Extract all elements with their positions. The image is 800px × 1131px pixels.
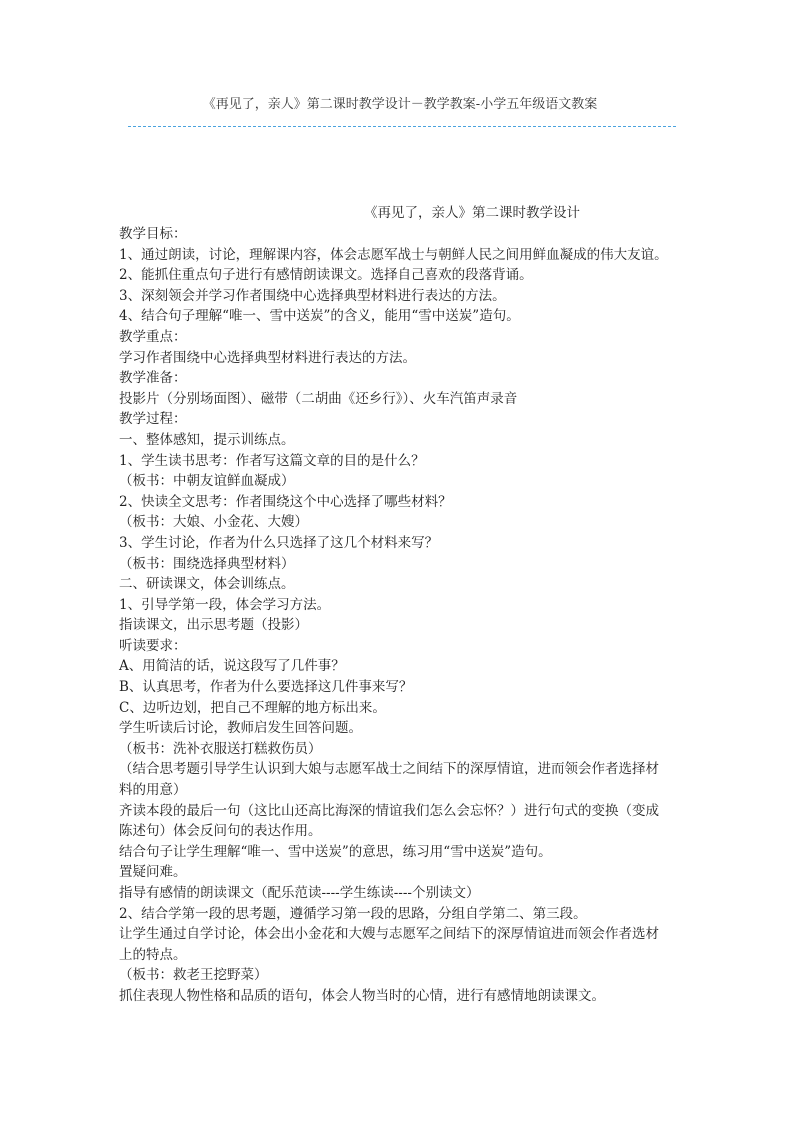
text-line: 齐读本段的最后一句（这比山还高比海深的情谊我们怎么会忘怀？）进行句式的变换（变成 (119, 802, 659, 819)
document-body (119, 224, 699, 1007)
text-line: 1、通过朗读，讨论，理解课内容，体会志愿军战士与朝鲜人民之间用鲜血凝成的伟大友谊。 (119, 246, 668, 263)
text-line: （板书：中朝友谊鲜血凝成） (119, 473, 295, 490)
text-line: 4、结合句子理解“唯一、雪中送炭”的含义，能用“雪中送炭”造句。 (119, 308, 520, 325)
text-line: 二、研读课文，体会训练点。 (119, 576, 295, 593)
text-line: 学生听读后讨论，教师启发生回答问题。 (119, 720, 362, 737)
text-line: 指读课文，出示思考题（投影） (119, 617, 308, 634)
text-line: 2、能抓住重点句子进行有感情朗读课文。选择自己喜欢的段落背诵。 (119, 267, 533, 284)
text-line: 教学过程： (119, 411, 187, 428)
text-line: 听读要求： (119, 637, 187, 654)
text-line: 结合句子让学生理解“唯一、雪中送炭”的意思，练习用“雪中送炭”造句。 (119, 843, 552, 860)
text-line: 2、结合学第一段的思考题，遵循学习第一段的思路，分组自学第二、第三段。 (119, 905, 587, 922)
text-line: A、用简洁的话，说这段写了几件事？ (119, 658, 345, 675)
text-line: C、边听边划，把自己不理解的地方标出来。 (119, 699, 386, 716)
text-line: 上的特点。 (119, 946, 187, 963)
text-line: 教学重点： (119, 328, 187, 345)
text-line: 3、学生讨论，作者为什么只选择了这几个材料来写？ (119, 534, 439, 551)
text-line: 料的用意） (119, 782, 187, 799)
text-line: B、认真思考，作者为什么要选择这几件事来写？ (119, 679, 413, 696)
text-line: 教学目标： (119, 226, 187, 242)
text-line: 投影片（分别场面图）、磁带（二胡曲《还乡行》）、火车汽笛声录音 (119, 390, 518, 407)
text-line: 2、快读全文思考：作者围绕这个中心选择了哪些材料？ (119, 493, 452, 510)
document-title: 《再见了，亲人》第二课时教学设计 (364, 205, 580, 221)
text-line: 3、深刻领会并学习作者围绕中心选择典型材料进行表达的方法。 (119, 287, 506, 304)
text-line: （板书：大娘、小金花、大嫂） (119, 514, 308, 531)
text-line: 让学生通过自学讨论，体会出小金花和大嫂与志愿军之间结下的深厚情谊进而领会作者选材 (119, 926, 659, 943)
text-line: （板书：洗补衣服送打糕救伤员） (119, 740, 322, 757)
text-line: 置疑问难。 (119, 864, 187, 881)
header-divider (128, 126, 676, 127)
text-line: （板书：围绕选择典型材料） (119, 555, 295, 572)
text-line: 指导有感情的朗读课文（配乐范读----学生练读----个别读文） (119, 885, 480, 901)
text-line: 1、学生读书思考：作者写这篇文章的目的是什么？ (119, 452, 425, 469)
text-line: （结合思考题引导学生认识到大娘与志愿军战士之间结下的深厚情谊，进而领会作者选择材 (119, 761, 659, 778)
text-line: 1、引导学第一段，体会学习方法。 (119, 596, 331, 613)
text-line: 教学准备： (119, 370, 187, 387)
page-header-title: 《再见了，亲人》第二课时教学设计－教学教案-小学五年级语文教案 (202, 97, 598, 112)
text-line: （板书：救老王挖野菜） (119, 967, 268, 984)
text-line: 学习作者围绕中心选择典型材料进行表达的方法。 (119, 349, 416, 366)
text-line: 抓住表现人物性格和品质的语句，体会人物当时的心情，进行有感情地朗读课文。 (119, 987, 605, 1004)
text-line: 陈述句）体会反问句的表达作用。 (119, 823, 322, 840)
text-line: 一、整体感知，提示训练点。 (119, 431, 295, 448)
